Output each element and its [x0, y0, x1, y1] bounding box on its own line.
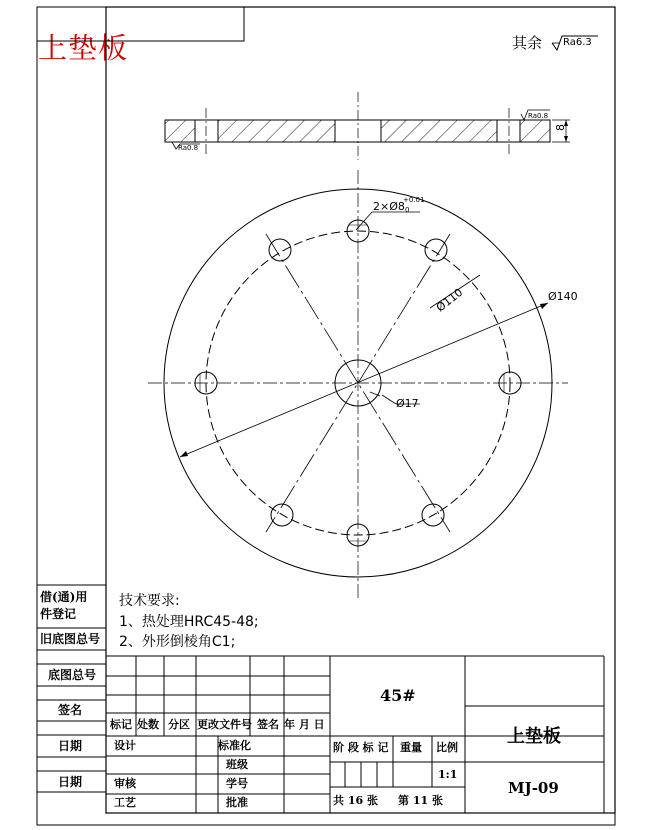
- tb-header-zone: 分区: [168, 718, 190, 731]
- dim-pcd: Ø110: [433, 285, 466, 315]
- section-view: [165, 92, 570, 160]
- dim-holes-tol-upper: +0.01: [403, 196, 425, 204]
- material-value: 45#: [380, 686, 416, 705]
- tb-weight-label: 重量: [400, 741, 422, 754]
- tb-student-label: 学号: [226, 777, 248, 790]
- title-box-top-left: [37, 7, 244, 41]
- tb-header-date: 年 月 日: [284, 718, 325, 731]
- dim-holes: 2×Ø8: [373, 200, 405, 213]
- tb-standard-label: 标准化: [218, 739, 251, 752]
- thickness-dimension: 8: [554, 124, 567, 131]
- drawing-title-red: 上垫板: [38, 31, 129, 65]
- roughness-left-value: Ra0.8: [178, 144, 199, 152]
- plan-view: [148, 170, 568, 598]
- dim-holes-tol-lower: 0: [405, 206, 410, 214]
- surface-note-label: 其余: [512, 34, 543, 52]
- dim-outer: Ø140: [548, 290, 578, 303]
- roughness-right-value: Ra0.8: [528, 112, 549, 120]
- side-label-date1: 日期: [58, 739, 83, 753]
- side-label-sign: 签名: [58, 703, 83, 717]
- side-label-date2: 日期: [58, 775, 83, 789]
- side-label-old-base: 旧底图总号: [40, 632, 101, 646]
- tb-ratio-value: 1:1: [438, 768, 458, 781]
- tb-sheets-total: 共 16 张: [333, 794, 378, 807]
- side-label-base: 底图总号: [48, 668, 97, 682]
- tb-header-mark: 标记: [110, 718, 132, 731]
- side-label-borrow: 借(通)用: [40, 590, 88, 604]
- tb-approve-label: 批准: [226, 796, 248, 809]
- surface-note-value: Ra6.3: [563, 37, 592, 48]
- tb-design-label: 设计: [114, 739, 136, 752]
- tb-sheet-number: 第 11 张: [398, 794, 443, 807]
- tb-header-sign: 签名: [257, 718, 279, 731]
- tech-req-item2: 2、外形倒棱角C1;: [119, 634, 236, 650]
- tb-header-count: 处数: [137, 718, 159, 731]
- tb-ratio-label: 比例: [436, 741, 458, 754]
- side-label-register: 件登记: [40, 607, 77, 621]
- tb-process-label: 工艺: [114, 796, 136, 809]
- tech-req-item1: 1、热处理HRC45-48;: [119, 614, 259, 630]
- tb-review-label: 审核: [114, 777, 136, 790]
- tb-stage-label: 阶 段 标 记: [333, 741, 389, 754]
- drawing-number: MJ-09: [508, 779, 559, 797]
- tech-req-heading: 技术要求:: [119, 593, 180, 609]
- tb-header-doc: 更改文件号: [197, 718, 252, 731]
- part-name-value: 上垫板: [507, 726, 561, 747]
- dim-center: Ø17: [396, 397, 419, 410]
- tb-class-label: 班级: [226, 758, 248, 771]
